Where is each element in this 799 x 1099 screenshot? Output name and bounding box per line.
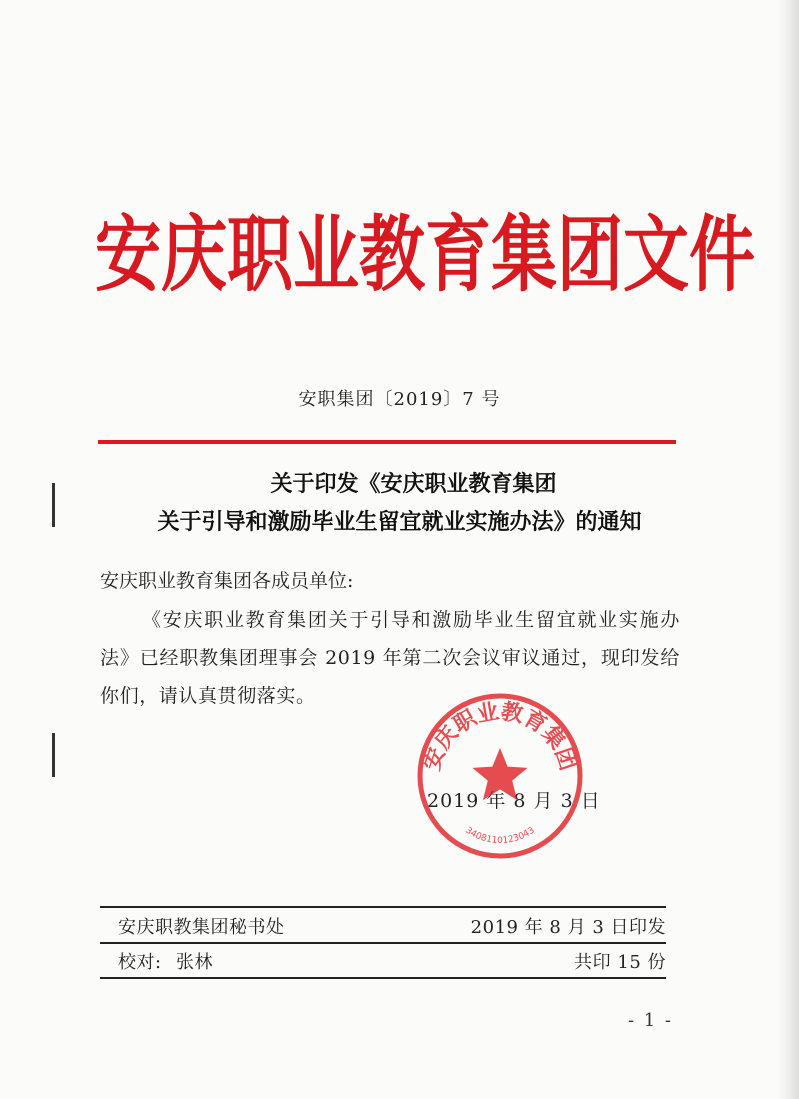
proofreader-label: 校对: (118, 952, 162, 973)
document-number: 安职集团〔2019〕7 号 (298, 389, 501, 410)
scan-edge-shadow (777, 0, 799, 1099)
footer-rule (100, 942, 666, 944)
svg-text:3408110123043 (463, 826, 536, 846)
seal-code-text: 3408110123043 (463, 825, 537, 847)
notice-title-line-1: 关于印发《安庆职业教育集团 (270, 471, 557, 497)
binding-mark (52, 733, 55, 777)
document-header-title: 安庆职业教育集团文件 (95, 205, 755, 303)
footer-issuer: 安庆职教集团秘书处 (118, 917, 285, 938)
footer-rule (100, 977, 666, 979)
footer-rule (100, 906, 666, 908)
seal-star-icon (472, 748, 527, 800)
footer-copies: 共印 15 份 (574, 952, 666, 973)
salutation: 安庆职业教育集团各成员单位: (100, 570, 354, 592)
official-seal-icon (415, 691, 585, 861)
notice-title-line-2: 关于引导和激励毕业生留宜就业实施办法》的通知 (157, 509, 642, 535)
signature-date: 2019 年 8 月 3 日 (427, 790, 601, 812)
footer-print-date: 2019 年 8 月 3 日印发 (470, 917, 666, 938)
proofreader-name: 张林 (176, 952, 213, 973)
seal-name-text: 安庆职业教育集团 (418, 698, 582, 774)
body-paragraph: 《安庆职业教育集团关于引导和激励毕业生留宜就业实施办法》已经职教集团理事会 2019 年第二次会议审议通过，现印发给你们，请认真贯彻落实。 (100, 609, 680, 707)
page-number: - 1 - (627, 1010, 673, 1031)
red-separator-line (98, 440, 676, 444)
